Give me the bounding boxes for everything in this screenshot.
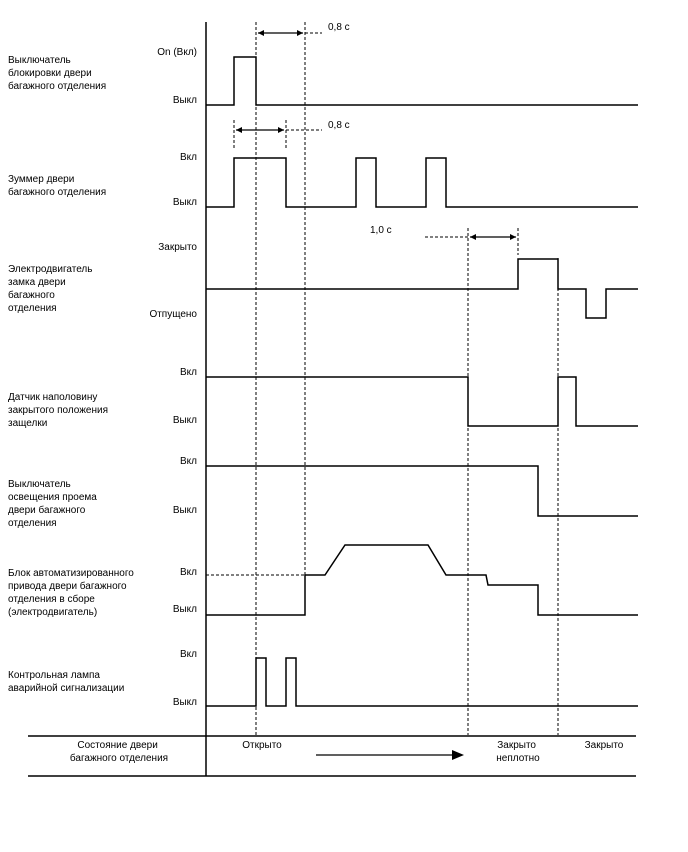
half-latch-low-label: Выкл (172, 415, 197, 426)
lock-motor-high-label: Закрыто (158, 242, 197, 253)
arrow-head-left-motor (470, 234, 476, 240)
waveform-buzzer (206, 158, 638, 207)
interval-label-buzzer: 0,8 с (328, 120, 350, 131)
interval-label-motor: 1,0 с (370, 225, 392, 236)
signal-name-buzzer: Зуммер двери багажного отделения (8, 174, 107, 198)
interval-label-top: 0,8 с (328, 22, 350, 33)
hazard-lamp-high-label: Вкл (180, 649, 197, 660)
buzzer-low-label: Выкл (172, 197, 197, 208)
door-state-label: Состояние двери багажного отделения (69, 740, 169, 764)
courtesy-switch-high-label: Вкл (180, 456, 197, 467)
state-closed: Закрыто (584, 740, 624, 751)
progress-arrow-head (452, 750, 464, 760)
half-latch-high-label: Вкл (180, 367, 197, 378)
signal-name-lock-motor: Электродвигатель замка двери багажного отделения (8, 264, 93, 314)
lock-motor-low-label: Отпущено (149, 309, 197, 320)
lock-switch-low-label: Выкл (172, 95, 197, 106)
lock-switch-high-label: On (Вкл) (157, 47, 197, 58)
signal-name-hazard-lamp: Контрольная лампа аварийной сигнализации (8, 670, 125, 694)
state-opened: Открыто (242, 740, 282, 751)
arrow-head-left-top (258, 30, 264, 36)
arrow-head-right-buzzer (278, 127, 284, 133)
power-unit-low-label: Выкл (172, 604, 197, 615)
waveform-power-unit (206, 545, 638, 615)
buzzer-high-label: Вкл (180, 152, 197, 163)
signal-name-half-latch: Датчик наполовину закрытого положения защелки (8, 392, 108, 429)
waveform-half-latch (206, 377, 638, 426)
arrow-head-right-motor (510, 234, 516, 240)
hazard-lamp-low-label: Выкл (172, 697, 197, 708)
state-half-closed: Закрыто неплотно (496, 740, 540, 764)
waveform-courtesy-switch (206, 466, 638, 516)
waveform-lock-motor (206, 259, 638, 318)
waveform-hazard-lamp (206, 658, 638, 706)
arrow-head-left-buzzer (236, 127, 242, 133)
power-unit-high-label: Вкл (180, 567, 197, 578)
signal-name-power-unit: Блок автоматизированного привода двери багажного отделения в сборе (электродвигатель) (8, 568, 134, 618)
signal-name-courtesy-switch: Выключатель освещения проема двери багажного отделения (8, 479, 97, 529)
courtesy-switch-low-label: Выкл (172, 505, 197, 516)
arrow-head-right-top (297, 30, 303, 36)
waveform-lock-switch (206, 57, 638, 105)
signal-name-lock-switch: Выключатель блокировки двери багажного отделения (8, 55, 107, 92)
